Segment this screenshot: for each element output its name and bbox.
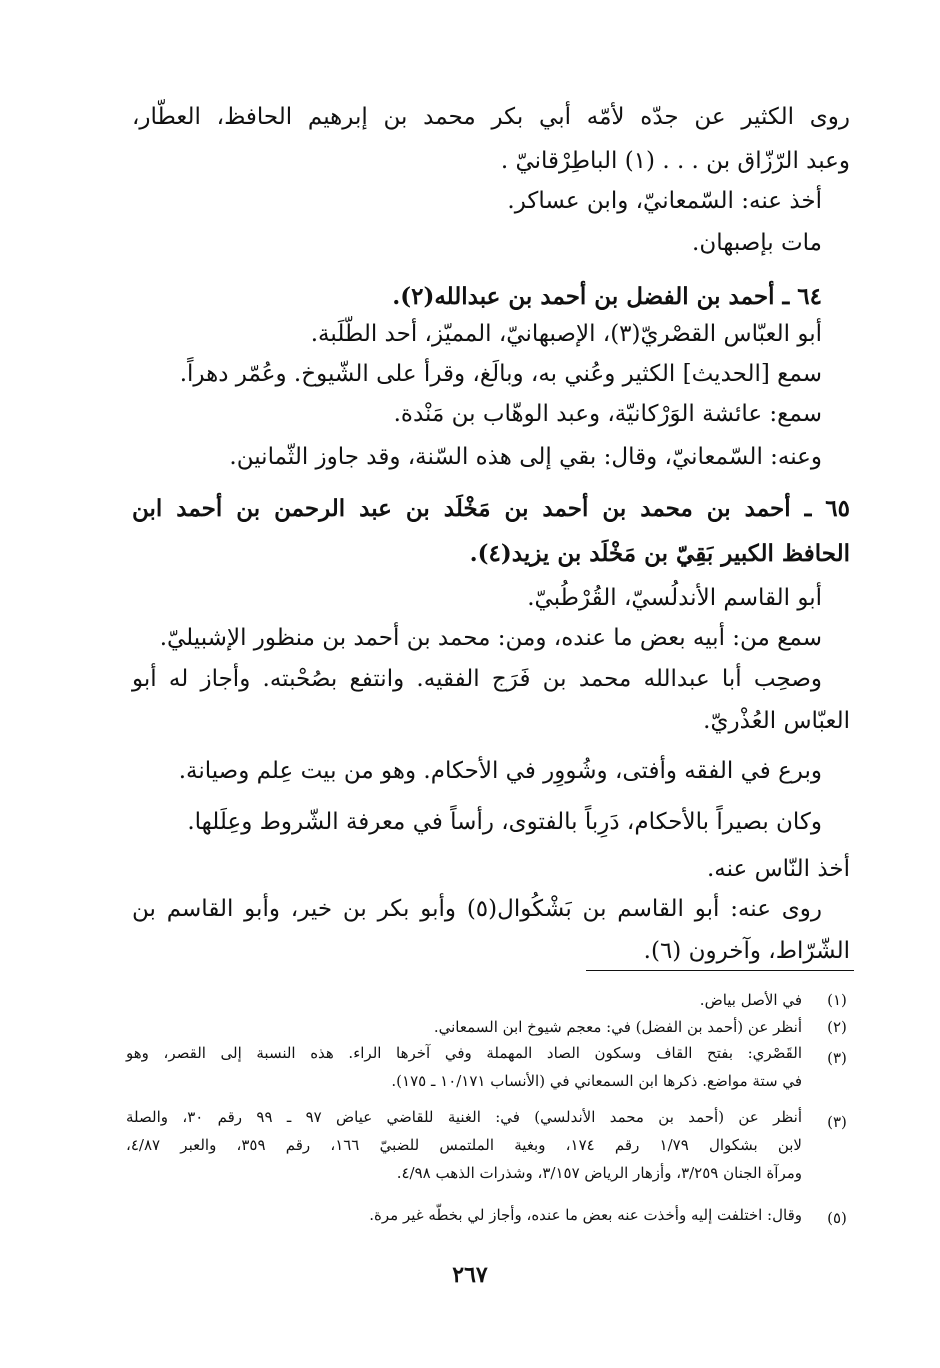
body-line: وكان بصيراً بالأحكام، دَرِباً بالفتوى، رأساً في معرفة الشّروط وعِلَلها. — [187, 809, 822, 835]
footnote-text: أنظر عن (أحمد بن الفضل) في: معجم شيوخ ابن السمعاني. — [433, 1018, 802, 1036]
body-line: مات بإصبهان. — [692, 230, 822, 256]
entry-heading-64: ٦٤ ـ أحمد بن الفضل بن أحمد بن عبدالله(٢). — [392, 283, 822, 310]
body-line: الشّرّاط، وآخرون (٦). — [643, 938, 850, 964]
footnote-number: (٣) — [827, 1113, 847, 1131]
footnote-text: القَصْري: بفتح القاف وسكون الصاد المهملة وفي آخرها الراء. هذه النسبة إلى القصر، وهو — [126, 1044, 802, 1062]
entry-heading-65-cont: الحافظ الكبير بَقِيّ بن مَخْلَد بن يزيد(٤). — [469, 540, 850, 567]
footnote-number: (١) — [827, 991, 847, 1009]
body-line: أبو العبّاس القصْريّ(٣)، الإصبهانيّ، المميّز، أحد الطّلَبة. — [310, 321, 822, 347]
footnote-text: وقال: اختلفت إليه وأخذت عنه بعض ما عنده، وأجاز لي بخطّه غير مرة. — [369, 1206, 802, 1224]
body-line: أخذ عنه: السّمعانيّ، وابن عساكر. — [507, 188, 822, 214]
entry-heading-65: ٦٥ ـ أحمد بن محمد بن أحمد بن مَخْلَد بن عبد الرحمن بن أحمد ابن — [132, 495, 850, 522]
footnote-number: (٢) — [827, 1018, 847, 1036]
footnote-text: في الأصل بياض. — [699, 991, 802, 1009]
body-line: سمع: عائشة الوَرْكانيّة، وعبد الوهّاب بن مَنْدة. — [393, 401, 822, 427]
body-line: أخذ النّاس عنه. — [706, 856, 850, 882]
body-line: وعنه: السّمعانيّ، وقال: بقي إلى هذه السّنة، وقد جاوز الثّمانين. — [229, 444, 822, 470]
footnote-separator — [586, 970, 854, 971]
footnote-text: لابن بشكوال ١/٧٩ رقم ١٧٤، وبغية الملتمس للضبيّ ١٦٦، رقم ٣٥٩، والعبر ٤/٨٧، — [126, 1136, 802, 1154]
body-line: سمع من: أبيه بعض ما عنده، ومن: محمد بن أحمد بن منظور الإشبيليّ. — [159, 625, 822, 651]
footnote-number: (٥) — [827, 1209, 847, 1227]
body-line: روى عنه: أبو القاسم بن بَشْكُوال(٥) وأبو بكر بن خير، وأبو القاسم بن — [132, 896, 823, 922]
footnote-text: ومرآة الجنان ٣/٢٥٩، وأزهار الرياض ٣/١٥٧، وشذرات الذهب ٤/٩٨. — [396, 1164, 802, 1182]
body-line: وبرع في الفقه وأفتى، وشُووِر في الأحكام. وهو من بيت عِلم وصيانة. — [178, 758, 822, 784]
page-number: ٢٦٧ — [452, 1262, 488, 1288]
body-line: أبو القاسم الأندلُسيّ، القُرْطُبيّ. — [527, 585, 822, 611]
body-line: سمع [الحديث] الكثير وعُني به، وبالَغ، وقرأ على الشّيوخ. وعُمّر دهراً. — [179, 361, 822, 387]
footnote-text: أنظر عن (أحمد بن محمد الأندلسي) في: الغنية للقاضي عياض ٩٧ ـ ٩٩ رقم ٣٠، والصلة — [126, 1108, 803, 1126]
footnote-number: (٣) — [827, 1049, 847, 1067]
body-line: روى الكثير عن جدّه لأمّه أبي بكر محمد بن إبرهيم الحافظ، العطّار، — [132, 104, 850, 130]
body-line: وصحِب أبا عبدالله محمد بن فَرَج الفقيه. وانتفع بصُحْبته. وأجاز له أبو — [132, 666, 822, 692]
footnote-text: في ستة مواضع. ذكرها ابن السمعاني في (الأنساب ١٠/١٧١ ـ ١٧٥). — [391, 1072, 802, 1090]
body-line: العبّاس العُذْريّ. — [703, 708, 850, 734]
body-line: وعبد الرّزّاق بن . . . (١) الباطِرْقانيّ . — [500, 148, 850, 174]
